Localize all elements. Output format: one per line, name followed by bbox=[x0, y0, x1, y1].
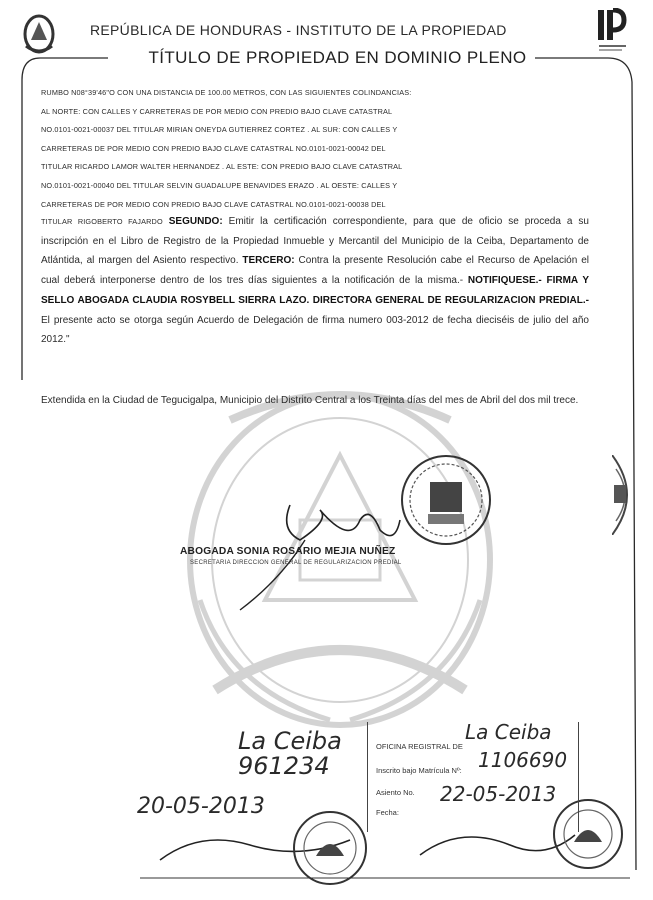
segundo-text: Emitir la certificación correspondiente, para que de oficio se proceda a su inscripción en el Libro de Registro de la Propiedad Inmueble y Mercantil del Municipio de la Ceiba, Departamento de Atlántida, al margen del Asiento respectivo. bbox=[41, 216, 589, 267]
caps-line: CARRETERAS DE POR MEDIO CON PREDIO BAJO CLAVE CATASTRAL NO.0101-0021-00042 DEL bbox=[41, 143, 386, 153]
signer-name: ABOGADA SONIA ROSARIO MEJIA NUÑEZ bbox=[180, 546, 396, 557]
delegacion-text: El presente acto se otorga según Acuerdo de Delegación de firma numero 003-2012 de fecha dieciséis de julio del año 2012." bbox=[41, 314, 589, 346]
matricula-label: Inscrito bajo Matrícula Nº: bbox=[376, 766, 462, 775]
caps-line: RUMBO N08°39'46"O CON UNA DISTANCIA DE 100.00 METROS, CON LAS SIGUIENTES COLINDANCIAS: bbox=[41, 88, 412, 97]
handwritten-date-right: 22-05-2013 bbox=[440, 782, 557, 806]
handwritten-date-left: 20-05-2013 bbox=[137, 794, 265, 819]
header-line: REPÚBLICA DE HONDURAS - INSTITUTO DE LA PROPIEDAD bbox=[90, 22, 507, 38]
extendida-paragraph: Extendida en la Ciudad de Tegucigalpa, Municipio del Distrito Central a los Treinta días del mes de Abril del dos mil trece. bbox=[41, 395, 579, 406]
handwritten-city-right: La Ceiba bbox=[465, 720, 552, 744]
titular-caps: TITULAR RIGOBERTO FAJARDO bbox=[41, 217, 163, 226]
notifiquese-text: NOTIFIQUESE.- FIRMA Y SELLO ABOGADA CLAUDIA ROSYBELL SIERRA LAZO. DIRECTORA GENERAL DE REGULARIZACION PREDIAL.- bbox=[41, 275, 589, 306]
asiento-label: Asiento No. bbox=[376, 788, 415, 797]
caps-line: NO.0101-0021-00037 DEL TITULAR MIRIAN ONEYDA GUTIERREZ CORTEZ . AL SUR: CON CALLES Y bbox=[41, 125, 398, 135]
caps-line: CARRETERAS DE POR MEDIO CON PREDIO BAJO CLAVE CATASTRAL NO.0101-0021-00038 DEL bbox=[41, 199, 386, 209]
signer-title: SECRETARIA DIRECCION GENERAL DE REGULARIZACION PREDIAL bbox=[190, 560, 402, 566]
office-label: OFICINA REGISTRAL DE bbox=[376, 742, 463, 751]
document-title: TÍTULO DE PROPIEDAD EN DOMINIO PLENO bbox=[148, 48, 527, 67]
handwritten-city-left: La Ceiba bbox=[238, 727, 342, 755]
segundo-label: SEGUNDO: bbox=[168, 216, 223, 227]
tercero-label: TERCERO: bbox=[242, 255, 295, 267]
handwritten-number-right: 1106690 bbox=[478, 748, 568, 772]
bottom-seal-left-icon bbox=[290, 808, 370, 888]
caps-line: NO.0101-0021-00040 DEL TITULAR SELVIN GUADALUPE BENAVIDES ERAZO . AL OESTE: CALLES Y bbox=[41, 180, 398, 190]
fecha-label: Fecha: bbox=[376, 808, 399, 817]
caps-line: AL NORTE: CON CALLES Y CARRETERAS DE POR MEDIO CON PREDIO BAJO CLAVE CATASTRAL bbox=[41, 106, 393, 116]
handwritten-number-left: 961234 bbox=[238, 752, 330, 780]
caps-line: TITULAR RICARDO LAMOR WALTER HERNANDEZ . AL ESTE: CON PREDIO BAJO CLAVE CATASTRAL bbox=[41, 162, 403, 172]
tercero-text: Contra la presente Resolución cabe el Recurso de Apelación el cual deberá interponerse dentro de los tres días siguientes a la notificación de la misma.- bbox=[41, 255, 589, 287]
